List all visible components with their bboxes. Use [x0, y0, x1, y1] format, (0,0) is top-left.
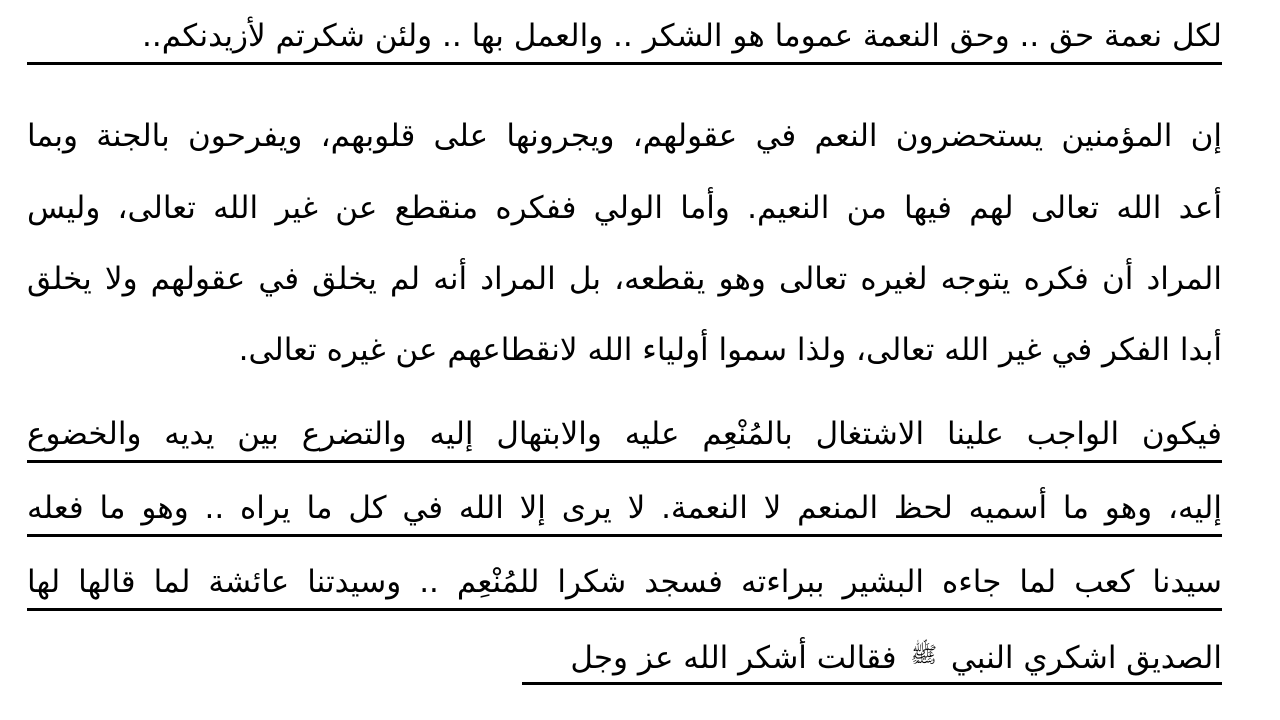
paragraph-2-line-4-underline [522, 682, 1222, 685]
paragraph-2-line-2: إليه، وهو ما أسميه لحظ المنعم لا النعمة. لا يرى إلا الله في كل ما يراه .. وهو ما فعله [27, 490, 1222, 526]
honorific-glyph: ﷺ [910, 643, 938, 668]
paragraph-2-line-3: سيدنا كعب لما جاءه البشير ببراءته فسجد شكرا للمُنْعِم .. وسيدتنا عائشة لما قالها لها [27, 564, 1222, 600]
paragraph-1-line-2: أعد الله تعالى لهم فيها من النعيم. وأما الولي ففكره منقطع عن غير الله تعالى، وليس [27, 190, 1222, 226]
paragraph-1-line-4: أبدا الفكر في غير الله تعالى، ولذا سموا أولياء الله لانقطاعهم عن غيره تعالى. [238, 332, 1222, 368]
paragraph-2-line-2-underline [27, 534, 1222, 537]
paragraph-1-line-1: إن المؤمنين يستحضرون النعم في عقولهم، ويجرونها على قلوبهم، ويفرحون بالجنة وبما [27, 118, 1222, 154]
paragraph-2-line-3-underline [27, 608, 1222, 611]
paragraph-2-line-4-end: فقالت أشكر الله عز وجل [570, 640, 897, 676]
paragraph-1-line-3: المراد أن فكره يتوجه لغيره تعالى وهو يقطعه، بل المراد أنه لم يخلق في عقولهم ولا يخلق [27, 261, 1222, 297]
paragraph-2-line-1: فيكون الواجب علينا الاشتغال بالمُنْعِم عليه والابتهال إليه والتضرع بين يديه والخضوع [27, 416, 1222, 452]
heading-line: لكل نعمة حق .. وحق النعمة عموما هو الشكر .. والعمل بها .. ولئن شكرتم لأزيدنكم.. [141, 18, 1222, 54]
paragraph-2-line-4-start: الصديق اشكري النبي [950, 640, 1222, 676]
paragraph-2-line-4 [27, 634, 1222, 680]
paragraph-2-line-1-underline [27, 460, 1222, 463]
heading-underline [27, 62, 1222, 65]
